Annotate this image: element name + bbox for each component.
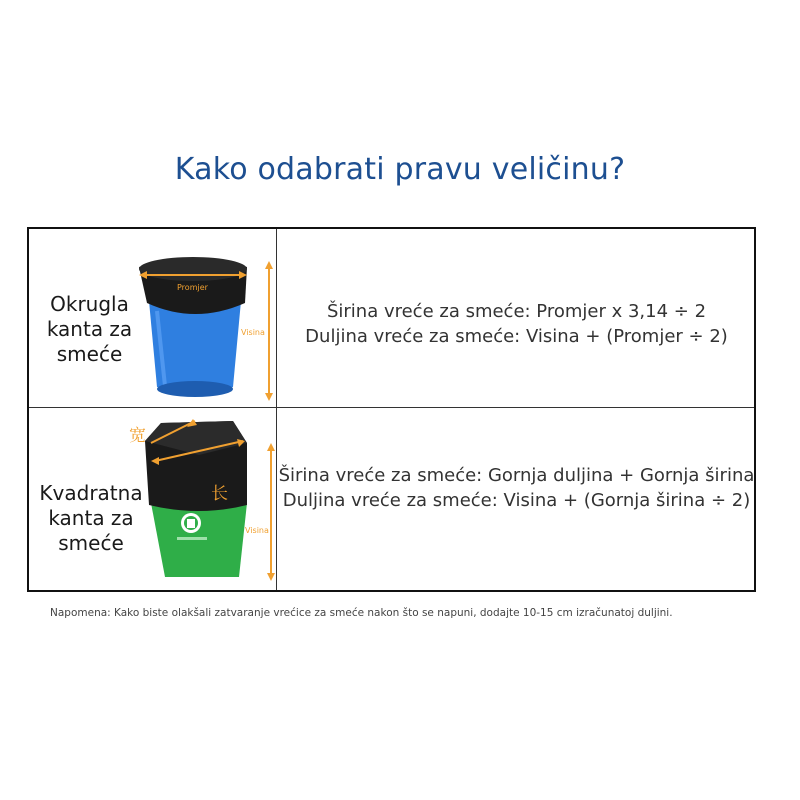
bag-width-formula: Širina vreće za smeće: Gornja duljina + Gornja širina (278, 465, 755, 486)
height-label: Visina (241, 328, 265, 337)
square-bin-image (121, 413, 279, 583)
width-label: 宽 (129, 426, 146, 446)
page-title: Kako odabrati pravu veličinu? (174, 152, 626, 187)
footnote: Napomena: Kako biste olakšali zatvaranje vrećice za smeće nakon što se napuni, dodajte 10-15 cm izračunatoj duljini. (50, 607, 673, 619)
bag-width-formula: Širina vreće za smeće: Promjer x 3,14 ÷ 2 (326, 301, 707, 322)
round-bin-label: Okrugla kanta za smeće (46, 292, 133, 366)
height-label: Visina (245, 526, 269, 535)
diameter-label: Promjer (177, 283, 208, 292)
size-guide-table (27, 227, 756, 592)
bag-length-formula: Duljina vreće za smeće: Visina + (Promjer ÷ 2) (305, 326, 728, 347)
round-bin-formulas (277, 299, 756, 349)
square-bin-label: Kvadratna kanta za smeće (39, 481, 143, 555)
row-divider (29, 407, 754, 408)
bag-length-formula: Duljina vreće za smeće: Visina + (Gornja širina ÷ 2) (282, 490, 751, 511)
round-bin-image (129, 241, 279, 403)
square-bin-formulas (277, 463, 756, 513)
length-label: 长 (211, 484, 228, 504)
